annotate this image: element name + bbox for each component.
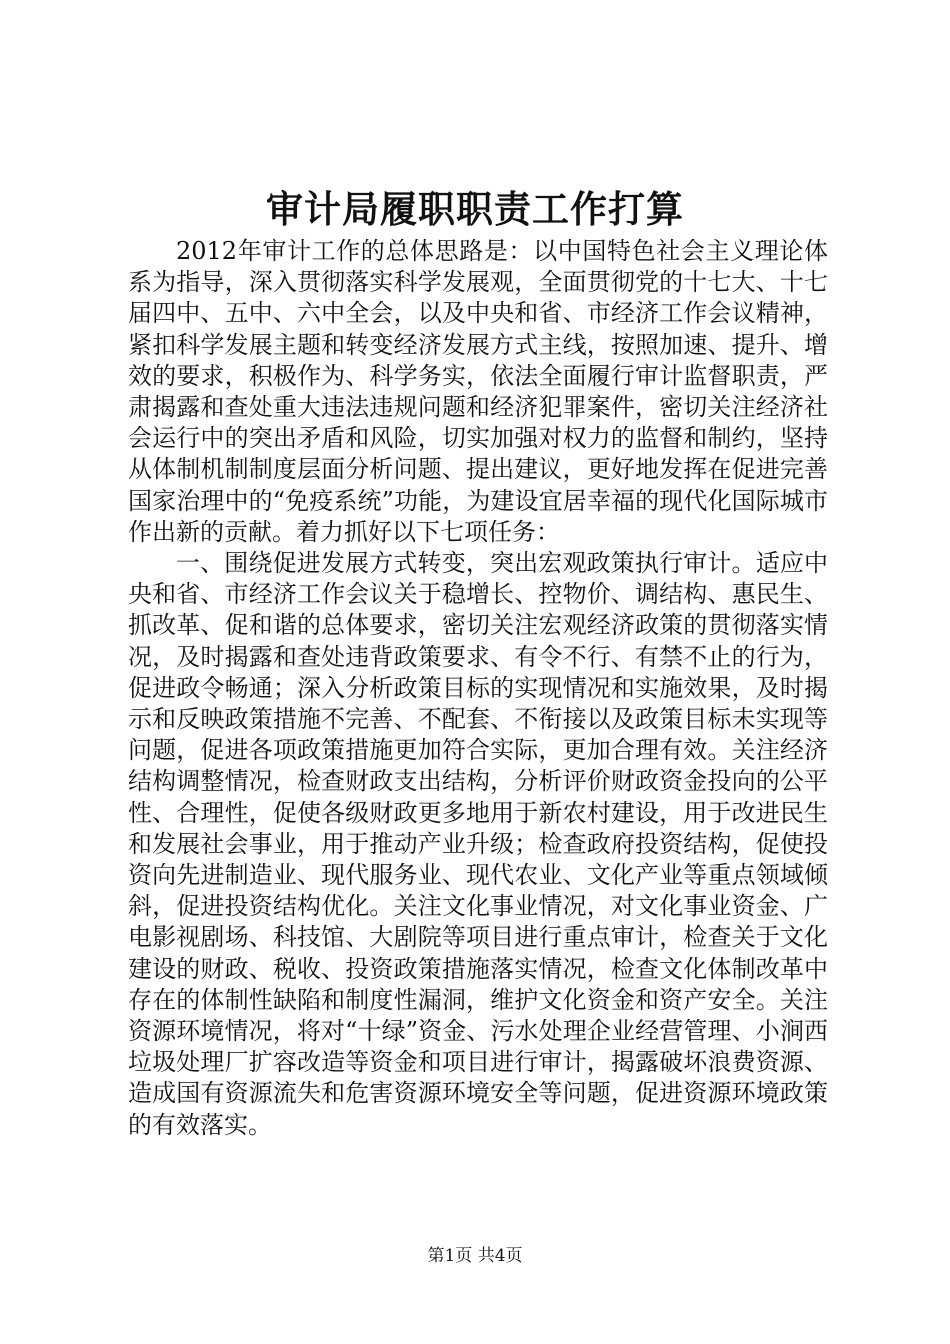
document-title: 审计局履职职责工作打算 bbox=[266, 187, 684, 231]
document-body bbox=[128, 236, 828, 1141]
paragraph-overview: 2012年审计工作的总体思路是：以中国特色社会主义理论体系为指导，深入贯彻落实科学发展观，全面贯彻党的十七大、十七届四中、五中、六中全会，以及中央和省、市经济工作会议精神，紧扣科学发展主题和转变经济发展方式主线，按照加速、提升、增效的要求，积极作为、科学务实，依法全面履行审计监督职责，严肃揭露和查处重大违法违规问题和经济犯罪案件，密切关注经济社会运行中的突出矛盾和风险，切实加强对权力的监督和制约，坚持从体制机制制度层面分析问题、提出建议，更好地发挥在促进完善国家治理中的“免疫系统”功能，为建设宜居幸福的现代化国际城市作出新的贡献。着力抓好以下七项任务： bbox=[128, 237, 828, 546]
page-number-footer: 第1页 共4页 bbox=[427, 1246, 523, 1266]
paragraph-task-one: 一、围绕促进发展方式转变，突出宏观政策执行审计。适应中央和省、市经济工作会议关于稳增长、控物价、调结构、惠民生、抓改革、促和谐的总体要求，密切关注宏观经济政策的贯彻落实情况，及时揭露和查处违背政策要求、有令不行、有禁不止的行为，促进政令畅通；深入分析政策目标的实现情况和实施效果，及时揭示和反映政策措施不完善、不配套、不衔接以及政策目标未实现等问题，促进各项政策措施更加符合实际，更加合理有效。关注经济结构调整情况，检查财政支出结构，分析评价财政资金投向的公平性、合理性，促使各级财政更多地用于新农村建设，用于改进民生和发展社会事业，用于推动产业升级；检查政府投资结构，促使投资向先进制造业、现代服务业、现代农业、文化产业等重点领域倾斜，促进投资结构优化。关注文化事业情况，对文化事业资金、广电影视剧场、科技馆、大剧院等项目进行重点审计，检查关于文化建设的财政、税收、投资政策措施落实情况，检查文化体制改革中存在的体制性缺陷和制度性漏洞，维护文化资金和资产安全。关注资源环境情况，将对“十绿”资金、污水处理企业经营管理、小涧西垃圾处理厂扩容改造等资金和项目进行审计，揭露破坏浪费资源、造成国有资源流失和危害资源环境安全等问题，促进资源环境政策的有效落实。 bbox=[128, 549, 828, 1139]
